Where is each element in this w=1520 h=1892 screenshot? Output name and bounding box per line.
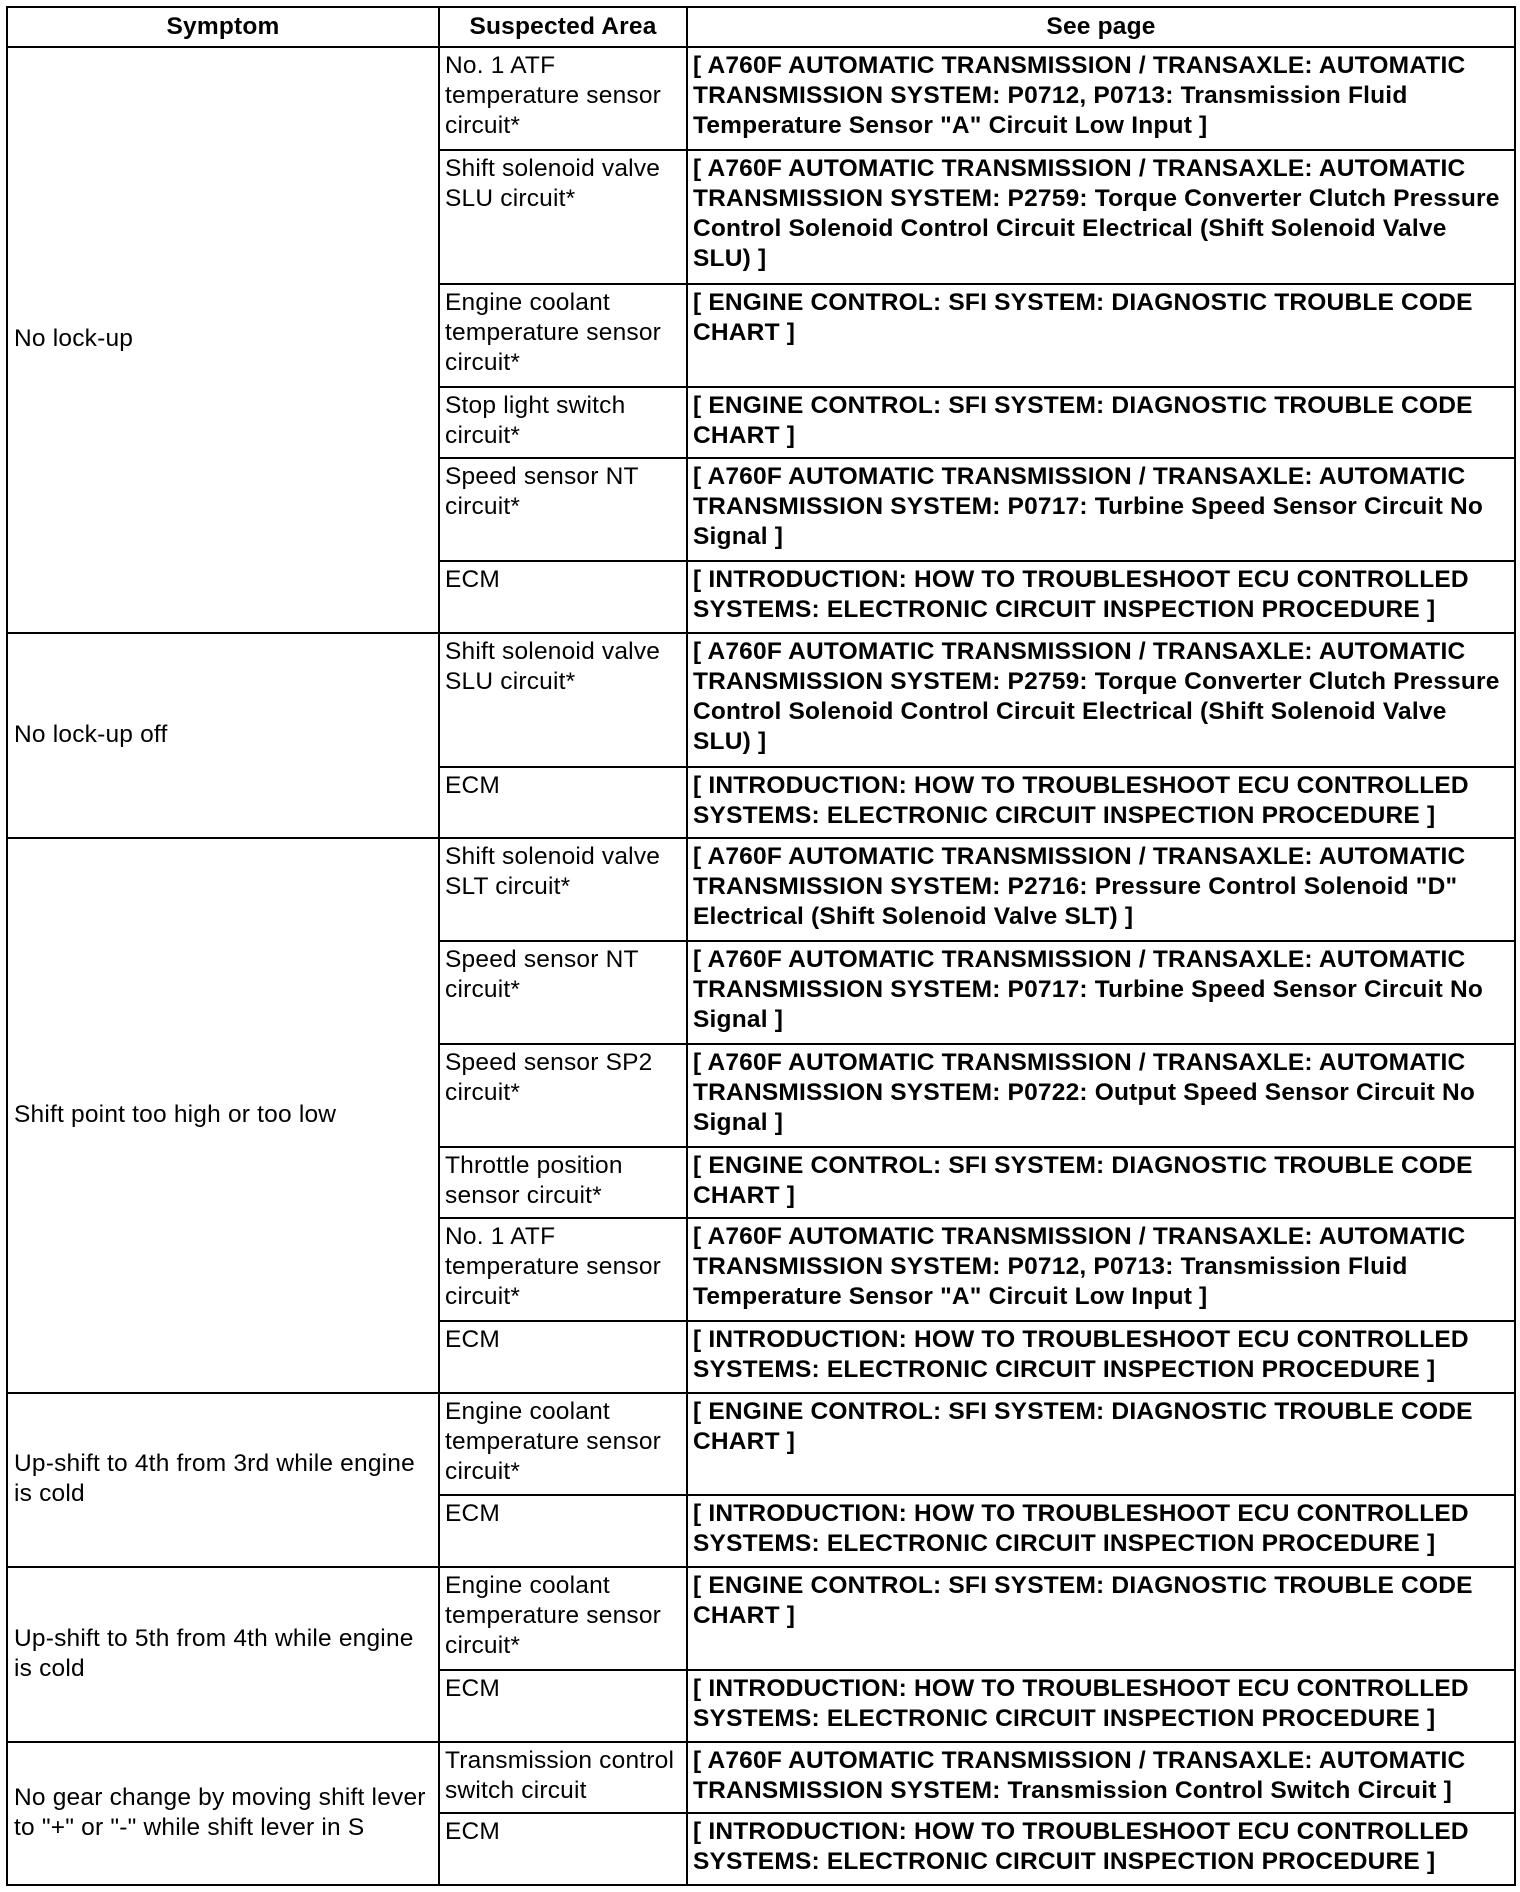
see-page-cell: [ A760F AUTOMATIC TRANSMISSION / TRANSAXLE: AUTOMATIC TRANSMISSION SYSTEM: P0717: Turbine Speed Sensor Circuit No Signal ]: [687, 458, 1515, 561]
see-page-cell: [ ENGINE CONTROL: SFI SYSTEM: DIAGNOSTIC TROUBLE CODE CHART ]: [687, 1393, 1515, 1496]
table-row: [7, 47, 1515, 150]
header-see-page: See page: [687, 7, 1515, 47]
suspected-area-cell: Speed sensor NT circuit*: [439, 941, 687, 1044]
see-page-cell: [ INTRODUCTION: HOW TO TROUBLESHOOT ECU CONTROLLED SYSTEMS: ELECTRONIC CIRCUIT INSPECTION PROCEDURE ]: [687, 1813, 1515, 1885]
table-row: [7, 838, 1515, 941]
suspected-area-cell: Engine coolant temperature sensor circuit*: [439, 284, 687, 387]
suspected-area-cell: ECM: [439, 767, 687, 839]
see-page-cell: [ A760F AUTOMATIC TRANSMISSION / TRANSAXLE: AUTOMATIC TRANSMISSION SYSTEM: P0717: Turbine Speed Sensor Circuit No Signal ]: [687, 941, 1515, 1044]
suspected-area-cell: ECM: [439, 1813, 687, 1885]
see-page-cell: [ ENGINE CONTROL: SFI SYSTEM: DIAGNOSTIC TROUBLE CODE CHART ]: [687, 387, 1515, 459]
suspected-area-cell: No. 1 ATF temperature sensor circuit*: [439, 1218, 687, 1321]
symptom-cell: No gear change by moving shift lever to "+" or "-" while shift lever in S: [7, 1742, 439, 1885]
see-page-cell: [ ENGINE CONTROL: SFI SYSTEM: DIAGNOSTIC TROUBLE CODE CHART ]: [687, 284, 1515, 387]
table-row: [7, 633, 1515, 767]
troubleshooting-table: [6, 6, 1516, 1886]
suspected-area-cell: Engine coolant temperature sensor circuit*: [439, 1393, 687, 1496]
see-page-cell: [ A760F AUTOMATIC TRANSMISSION / TRANSAXLE: AUTOMATIC TRANSMISSION SYSTEM: P0722: Output Speed Sensor Circuit No Signal ]: [687, 1044, 1515, 1147]
suspected-area-cell: Stop light switch circuit*: [439, 387, 687, 459]
see-page-cell: [ INTRODUCTION: HOW TO TROUBLESHOOT ECU CONTROLLED SYSTEMS: ELECTRONIC CIRCUIT INSPECTION PROCEDURE ]: [687, 767, 1515, 839]
suspected-area-cell: Shift solenoid valve SLT circuit*: [439, 838, 687, 941]
suspected-area-cell: No. 1 ATF temperature sensor circuit*: [439, 47, 687, 150]
see-page-cell: [ ENGINE CONTROL: SFI SYSTEM: DIAGNOSTIC TROUBLE CODE CHART ]: [687, 1147, 1515, 1219]
see-page-cell: [ A760F AUTOMATIC TRANSMISSION / TRANSAXLE: AUTOMATIC TRANSMISSION SYSTEM: Transmission Control Switch Circuit ]: [687, 1742, 1515, 1814]
symptom-cell: No lock-up: [7, 47, 439, 633]
see-page-cell: [ A760F AUTOMATIC TRANSMISSION / TRANSAXLE: AUTOMATIC TRANSMISSION SYSTEM: P2759: Torque Converter Clutch Pressure Control Solenoid Control Circuit Electrical (Shift Solenoid Valve SLU) ]: [687, 150, 1515, 284]
see-page-cell: [ A760F AUTOMATIC TRANSMISSION / TRANSAXLE: AUTOMATIC TRANSMISSION SYSTEM: P2716: Pressure Control Solenoid "D" Electrical (Shift Solenoid Valve SLT) ]: [687, 838, 1515, 941]
suspected-area-cell: ECM: [439, 1670, 687, 1742]
see-page-cell: [ INTRODUCTION: HOW TO TROUBLESHOOT ECU CONTROLLED SYSTEMS: ELECTRONIC CIRCUIT INSPECTION PROCEDURE ]: [687, 561, 1515, 633]
suspected-area-cell: Transmission control switch circuit: [439, 1742, 687, 1814]
symptom-cell: No lock-up off: [7, 633, 439, 839]
see-page-cell: [ ENGINE CONTROL: SFI SYSTEM: DIAGNOSTIC TROUBLE CODE CHART ]: [687, 1567, 1515, 1670]
suspected-area-cell: Throttle position sensor circuit*: [439, 1147, 687, 1219]
symptom-cell: Shift point too high or too low: [7, 838, 439, 1392]
suspected-area-cell: ECM: [439, 561, 687, 633]
suspected-area-cell: Engine coolant temperature sensor circuit*: [439, 1567, 687, 1670]
header-symptom: Symptom: [7, 7, 439, 47]
see-page-cell: [ A760F AUTOMATIC TRANSMISSION / TRANSAXLE: AUTOMATIC TRANSMISSION SYSTEM: P2759: Torque Converter Clutch Pressure Control Solenoid Control Circuit Electrical (Shift Solenoid Valve SLU) ]: [687, 633, 1515, 767]
see-page-cell: [ A760F AUTOMATIC TRANSMISSION / TRANSAXLE: AUTOMATIC TRANSMISSION SYSTEM: P0712, P0713: Transmission Fluid Temperature Sensor "A" Circuit Low Input ]: [687, 1218, 1515, 1321]
suspected-area-cell: Speed sensor NT circuit*: [439, 458, 687, 561]
table-row: [7, 1393, 1515, 1496]
header-row: [7, 7, 1515, 47]
see-page-cell: [ A760F AUTOMATIC TRANSMISSION / TRANSAXLE: AUTOMATIC TRANSMISSION SYSTEM: P0712, P0713: Transmission Fluid Temperature Sensor "A" Circuit Low Input ]: [687, 47, 1515, 150]
table-row: [7, 1742, 1515, 1814]
see-page-cell: [ INTRODUCTION: HOW TO TROUBLESHOOT ECU CONTROLLED SYSTEMS: ELECTRONIC CIRCUIT INSPECTION PROCEDURE ]: [687, 1495, 1515, 1567]
suspected-area-cell: ECM: [439, 1495, 687, 1567]
suspected-area-cell: Speed sensor SP2 circuit*: [439, 1044, 687, 1147]
see-page-cell: [ INTRODUCTION: HOW TO TROUBLESHOOT ECU CONTROLLED SYSTEMS: ELECTRONIC CIRCUIT INSPECTION PROCEDURE ]: [687, 1321, 1515, 1393]
suspected-area-cell: Shift solenoid valve SLU circuit*: [439, 150, 687, 284]
suspected-area-cell: ECM: [439, 1321, 687, 1393]
symptom-cell: Up-shift to 4th from 3rd while engine is cold: [7, 1393, 439, 1567]
suspected-area-cell: Shift solenoid valve SLU circuit*: [439, 633, 687, 767]
see-page-cell: [ INTRODUCTION: HOW TO TROUBLESHOOT ECU CONTROLLED SYSTEMS: ELECTRONIC CIRCUIT INSPECTION PROCEDURE ]: [687, 1670, 1515, 1742]
header-suspected-area: Suspected Area: [439, 7, 687, 47]
table-row: [7, 1567, 1515, 1670]
symptom-cell: Up-shift to 5th from 4th while engine is cold: [7, 1567, 439, 1741]
